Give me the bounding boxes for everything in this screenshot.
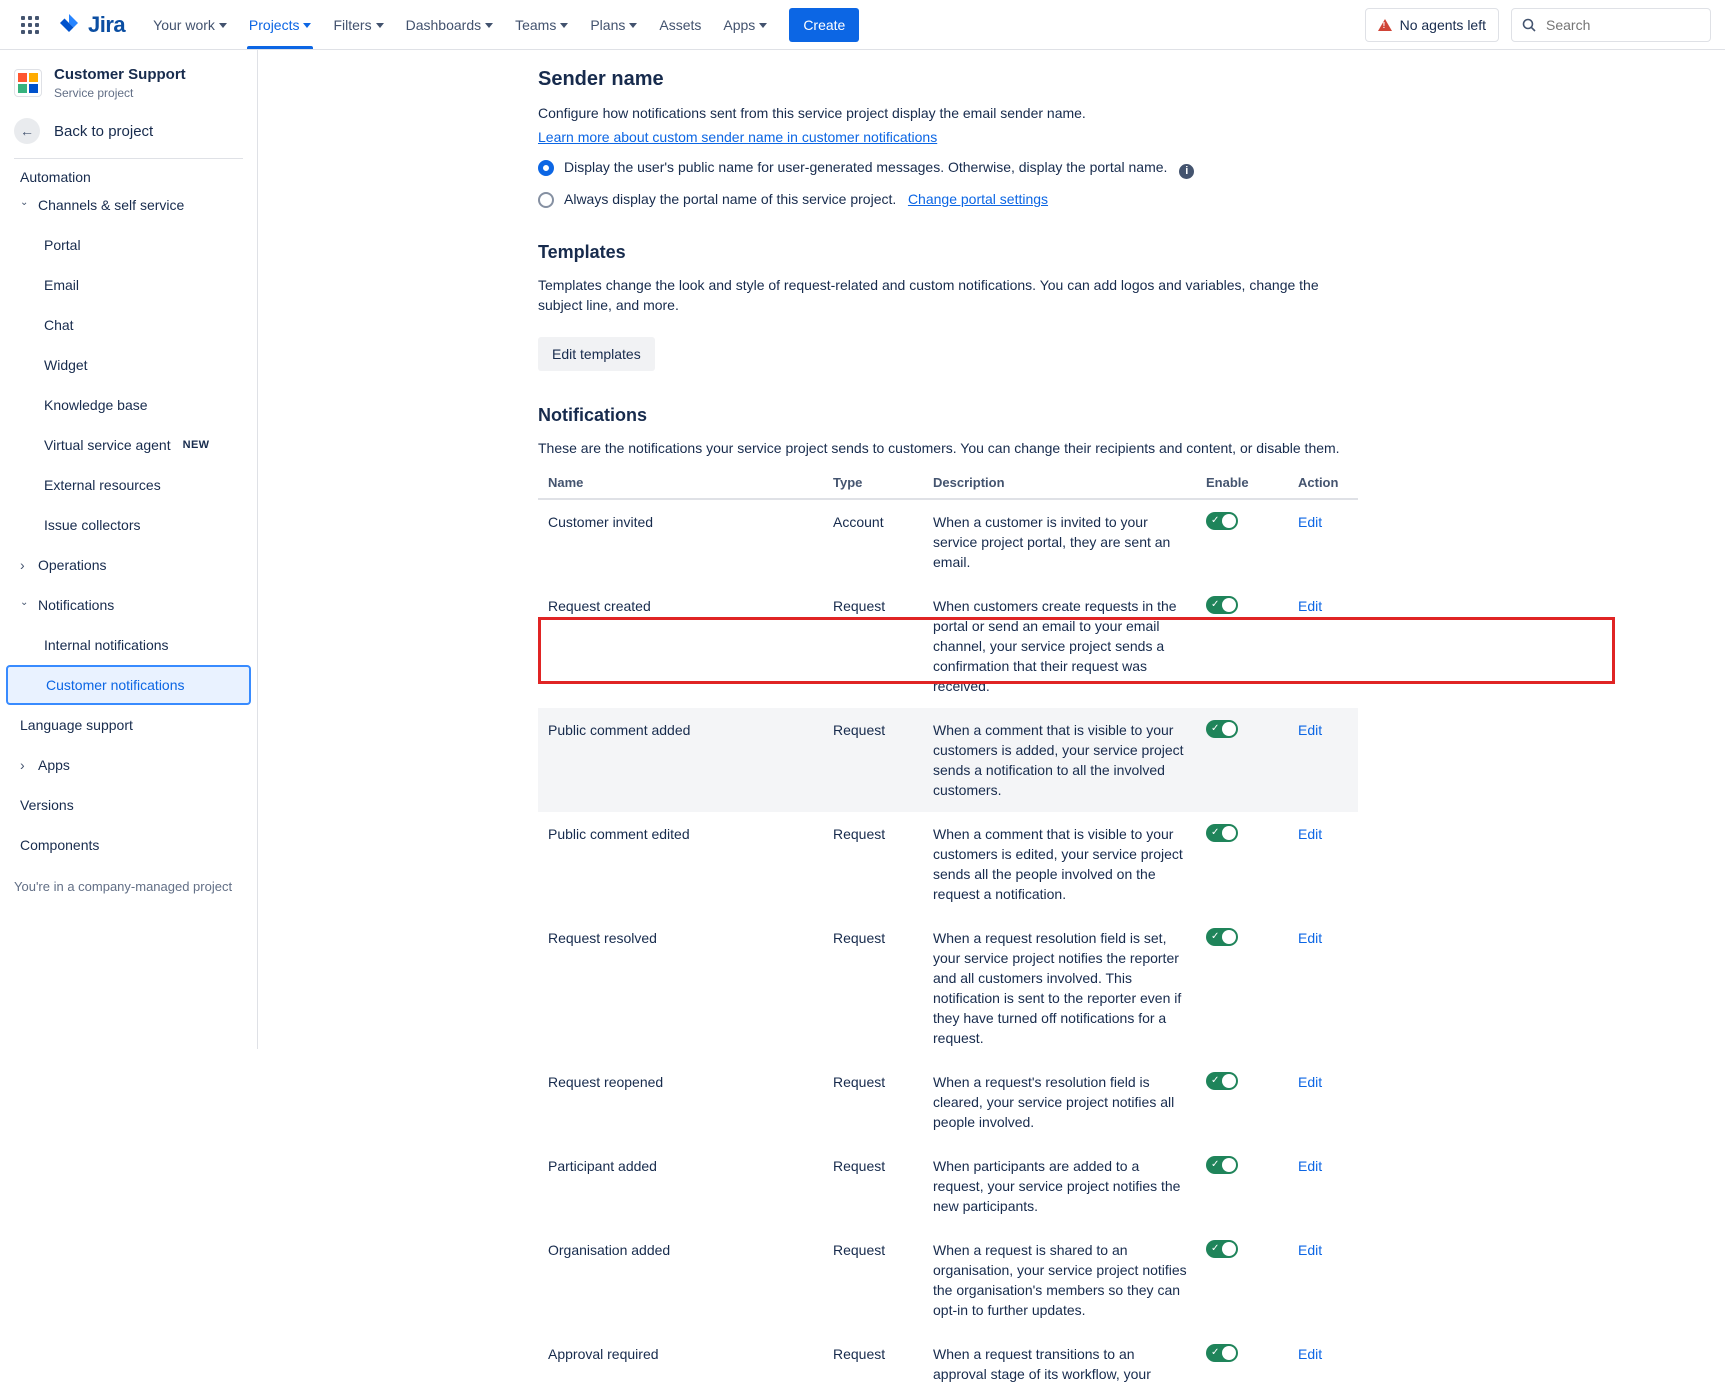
project-header[interactable] <box>0 50 257 110</box>
column-header-action: Action <box>1288 471 1358 499</box>
sidebar-item-label: Notifications <box>38 597 115 613</box>
search-input[interactable] <box>1544 16 1700 34</box>
search-box[interactable] <box>1511 8 1711 42</box>
notification-action-cell <box>1288 1144 1358 1228</box>
sidebar-item-versions[interactable] <box>6 785 251 825</box>
notification-action-cell <box>1288 812 1358 916</box>
back-to-project-button[interactable] <box>0 110 257 158</box>
sender-name-learn-more-link[interactable]: Learn more about custom sender name in customer notifications <box>538 129 938 146</box>
notification-type: Request <box>823 708 923 812</box>
sidebar-item-label: Operations <box>38 557 107 573</box>
sidebar-item-label: Widget <box>44 357 88 373</box>
project-name: Customer Support <box>54 66 186 83</box>
chevron-right-icon <box>20 757 34 773</box>
sidebar-item-internal-notifications[interactable] <box>6 625 251 665</box>
sidebar-item-components[interactable] <box>6 825 251 865</box>
sidebar-item-automation[interactable] <box>6 163 251 185</box>
chevron-down-icon <box>303 23 311 28</box>
notification-action-cell <box>1288 1332 1358 1396</box>
column-header-description: Description <box>923 471 1196 499</box>
chevron-right-icon <box>20 557 34 573</box>
notifications-description: These are the notifications your service project sends to customers. You can change their recipients and content, or disable them. <box>538 440 1340 457</box>
sidebar-item-customer-notifications[interactable] <box>6 665 251 705</box>
enable-toggle[interactable]: ✓ <box>1206 1344 1238 1362</box>
notification-description: When a customer is invited to your service project portal, they are sent an email. <box>933 513 1171 570</box>
sender-name-option-public[interactable] <box>538 159 1358 179</box>
sidebar-menu <box>0 159 257 1049</box>
edit-link[interactable]: Edit <box>1298 1074 1323 1091</box>
enable-toggle[interactable]: ✓ <box>1206 1072 1238 1090</box>
arrow-left-icon: ← <box>14 118 40 144</box>
notification-type: Request <box>833 1158 886 1175</box>
notification-description: When customers create requests in the portal or send an email to your email channel, your service project sends a confirmation that their request was received. <box>933 597 1177 694</box>
no-agents-left-label: No agents left <box>1399 16 1486 33</box>
edit-link[interactable]: Edit <box>1298 721 1323 738</box>
sidebar-item-label: Language support <box>20 717 133 733</box>
notification-enable-cell <box>1196 1228 1288 1332</box>
notification-type: Request <box>833 929 886 946</box>
jira-logo-icon <box>56 12 82 38</box>
notification-action-cell <box>1288 708 1358 812</box>
edit-link[interactable]: Edit <box>1298 597 1323 614</box>
column-header-type: Type <box>823 471 923 499</box>
info-icon[interactable]: i <box>1179 164 1194 179</box>
enable-toggle[interactable]: ✓ <box>1206 928 1238 946</box>
settings-content <box>258 50 1358 1396</box>
chevron-down-icon <box>560 23 568 28</box>
sidebar-item-label: Issue collectors <box>44 517 141 533</box>
notifications-title: Notifications <box>538 405 648 426</box>
brand-name: Jira <box>88 11 126 37</box>
nav-plans-label: Plans <box>590 16 626 33</box>
nav-apps[interactable] <box>713 1 777 49</box>
sidebar-group-operations[interactable] <box>6 545 251 585</box>
nav-teams-label: Teams <box>515 16 557 33</box>
notification-type: Account <box>833 513 884 530</box>
project-avatar-icon <box>14 69 42 97</box>
column-header-enable: Enable <box>1196 471 1288 499</box>
edit-link[interactable]: Edit <box>1298 513 1323 530</box>
radio-portal-name[interactable] <box>538 192 554 208</box>
enable-toggle[interactable]: ✓ <box>1206 512 1238 530</box>
notification-name: Request resolved <box>548 929 657 946</box>
sidebar-item-virtual-service-agent[interactable] <box>6 425 251 465</box>
sidebar-item-label: Customer notifications <box>46 677 185 693</box>
sidebar-item-label: Automation <box>20 169 91 185</box>
nav-projects[interactable] <box>239 1 322 49</box>
column-header-name: Name <box>538 471 823 499</box>
notification-enable-cell <box>1196 916 1288 1060</box>
warning-icon <box>1378 19 1392 31</box>
sidebar-item-label: Components <box>20 837 100 853</box>
notification-description: When a comment that is visible to your customers is added, your service project sends a notification to all the involved customers. <box>923 708 1196 812</box>
notification-enable-cell <box>1196 1060 1288 1144</box>
nav-your-work-label: Your work <box>153 16 215 33</box>
notification-type: Request <box>833 1346 886 1363</box>
sidebar-item-label: Versions <box>20 797 74 813</box>
notification-description: When participants are added to a request, your service project notifies the new participants. <box>933 1158 1181 1215</box>
table-row <box>538 584 1358 708</box>
chevron-down-icon <box>759 23 767 28</box>
table-row <box>538 812 1358 916</box>
grid-icon <box>21 16 39 34</box>
top-navigation-bar <box>0 0 1725 50</box>
table-header-row <box>538 471 1358 499</box>
sender-name-title: Sender name <box>538 68 664 90</box>
notifications-table <box>538 471 1358 1396</box>
nav-filters-label: Filters <box>333 16 372 33</box>
sidebar-item-issue-collectors[interactable] <box>6 505 251 545</box>
app-switcher-button[interactable] <box>14 9 46 41</box>
notification-name: Request reopened <box>548 1074 664 1091</box>
notification-type: Request <box>833 1074 886 1091</box>
sidebar-group-notifications[interactable] <box>6 585 251 625</box>
project-type: Service project <box>54 86 134 100</box>
notification-name: Public comment edited <box>548 825 690 842</box>
sidebar-item-external-resources[interactable] <box>6 465 251 505</box>
jira-home-link[interactable] <box>56 12 125 38</box>
sidebar-item-label: External resources <box>44 477 161 493</box>
edit-link[interactable]: Edit <box>1298 1346 1323 1363</box>
sidebar-item-label: Portal <box>44 237 81 253</box>
edit-link[interactable]: Edit <box>1298 1158 1323 1175</box>
notification-description: When a request resolution field is set, your service project notifies the reporter and all customers involved. This notification is sent to the reporter even if they have turned off notifications for a request. <box>933 929 1182 1047</box>
primary-nav <box>143 1 777 49</box>
sender-name-option-portal[interactable] <box>538 191 1358 208</box>
sidebar-item-knowledge-base[interactable] <box>6 385 251 425</box>
table-row <box>538 499 1358 584</box>
back-to-project-label: Back to project <box>54 122 154 140</box>
sidebar-item-label: Apps <box>38 757 70 773</box>
sidebar-item-label: Email <box>44 277 80 293</box>
notification-enable-cell <box>1196 1332 1288 1396</box>
nav-your-work[interactable] <box>143 1 237 49</box>
sidebar-group-channels-self-service[interactable] <box>6 185 251 225</box>
notification-type: Request <box>833 825 886 842</box>
sidebar-item-label: Virtual service agent <box>44 437 171 453</box>
notification-name: Request created <box>548 597 651 614</box>
sender-name-option-1-label: Display the user's public name for user-generated messages. Otherwise, display the portal name. <box>564 159 1168 176</box>
chevron-down-icon <box>219 23 227 28</box>
table-row <box>538 1144 1358 1228</box>
nav-teams[interactable] <box>505 1 578 49</box>
no-agents-left-badge[interactable] <box>1365 8 1499 42</box>
sidebar-item-widget[interactable] <box>6 345 251 385</box>
enable-toggle[interactable]: ✓ <box>1206 1156 1238 1174</box>
notification-description: When a request transitions to an approval stage of its workflow, your <box>933 1346 1151 1383</box>
chevron-down-icon <box>629 23 637 28</box>
notification-name: Customer invited <box>548 513 654 530</box>
notification-description: When a request's resolution field is cleared, your service project notifies all people involved. <box>933 1074 1175 1131</box>
new-badge: NEW <box>182 439 210 451</box>
sidebar-item-language-support[interactable] <box>6 705 251 745</box>
nav-plans[interactable] <box>580 1 647 49</box>
notification-description: When a request is shared to an organisation, your service project notifies the organisation's members so they can opt-in to further updates. <box>933 1242 1187 1319</box>
company-managed-note: You're in a company-managed project <box>14 879 233 894</box>
notification-type: Request <box>833 1242 886 1259</box>
nav-dashboards[interactable] <box>396 1 504 49</box>
search-icon <box>1522 18 1536 32</box>
nav-projects-label: Projects <box>248 16 300 33</box>
radio-public-name[interactable] <box>538 160 554 176</box>
table-row <box>538 916 1358 1060</box>
notification-type: Request <box>833 597 886 614</box>
notification-action-cell <box>1288 499 1358 584</box>
sidebar-item-label: Internal notifications <box>44 637 169 653</box>
table-row <box>538 708 1358 812</box>
notification-action-cell <box>1288 1228 1358 1332</box>
main-content-area <box>258 50 1725 1383</box>
enable-toggle[interactable]: ✓ <box>1206 824 1238 842</box>
notification-enable-cell <box>1196 1144 1288 1228</box>
sidebar-item-label: Channels & self service <box>38 197 185 213</box>
notification-enable-cell <box>1196 584 1288 708</box>
notification-enable-cell <box>1196 499 1288 584</box>
edit-templates-button[interactable]: Edit templates <box>538 337 655 371</box>
enable-toggle[interactable]: ✓ <box>1206 1240 1238 1258</box>
notification-action-cell <box>1288 916 1358 1060</box>
templates-title: Templates <box>538 241 626 262</box>
notification-name: Organisation added <box>548 1242 671 1259</box>
notification-enable-cell <box>1196 812 1288 916</box>
nav-dashboards-label: Dashboards <box>405 16 482 33</box>
table-row <box>538 1332 1358 1396</box>
notification-action-cell <box>1288 1060 1358 1144</box>
table-row <box>538 1228 1358 1332</box>
templates-description: Templates change the look and style of request-related and custom notifications. You can add logos and variables, change the subject line, and more. <box>538 276 1319 314</box>
table-row <box>538 1060 1358 1144</box>
sidebar-item-email[interactable] <box>6 265 251 305</box>
notification-description: When a comment that is visible to your customers is edited, your service project sends all the people involved on the request a notification. <box>933 825 1183 902</box>
sender-name-option-2-label: Always display the portal name of this service project. <box>564 190 897 207</box>
sidebar-item-portal[interactable] <box>6 225 251 265</box>
sidebar-item-label: Chat <box>44 317 74 333</box>
notification-name: Public comment added <box>538 708 823 812</box>
enable-toggle[interactable]: ✓ <box>1206 720 1238 738</box>
project-sidebar <box>0 50 258 1049</box>
edit-link[interactable]: Edit <box>1298 825 1323 842</box>
enable-toggle[interactable]: ✓ <box>1206 596 1238 614</box>
sidebar-item-chat[interactable] <box>6 305 251 345</box>
sidebar-group-apps[interactable] <box>6 745 251 785</box>
nav-assets-label: Assets <box>659 16 702 33</box>
notification-name: Participant added <box>548 1158 657 1175</box>
notification-action-cell <box>1288 584 1358 708</box>
nav-filters[interactable] <box>323 1 393 49</box>
nav-assets[interactable] <box>649 1 711 49</box>
chevron-down-icon <box>376 23 384 28</box>
chevron-down-icon <box>20 600 34 611</box>
chevron-down-icon <box>485 23 493 28</box>
edit-link[interactable]: Edit <box>1298 1242 1323 1259</box>
notification-enable-cell <box>1196 708 1288 812</box>
change-portal-settings-link[interactable]: Change portal settings <box>907 190 1049 207</box>
edit-link[interactable]: Edit <box>1298 929 1323 946</box>
notification-name: Approval required <box>548 1346 659 1363</box>
sidebar-item-label: Knowledge base <box>44 397 148 413</box>
nav-apps-label: Apps <box>723 16 756 33</box>
sender-name-description: Configure how notifications sent from this service project display the email sender name. <box>538 105 1086 121</box>
create-button[interactable]: Create <box>789 8 859 42</box>
chevron-down-icon <box>20 200 34 211</box>
top-nav-right-group <box>1365 8 1711 42</box>
